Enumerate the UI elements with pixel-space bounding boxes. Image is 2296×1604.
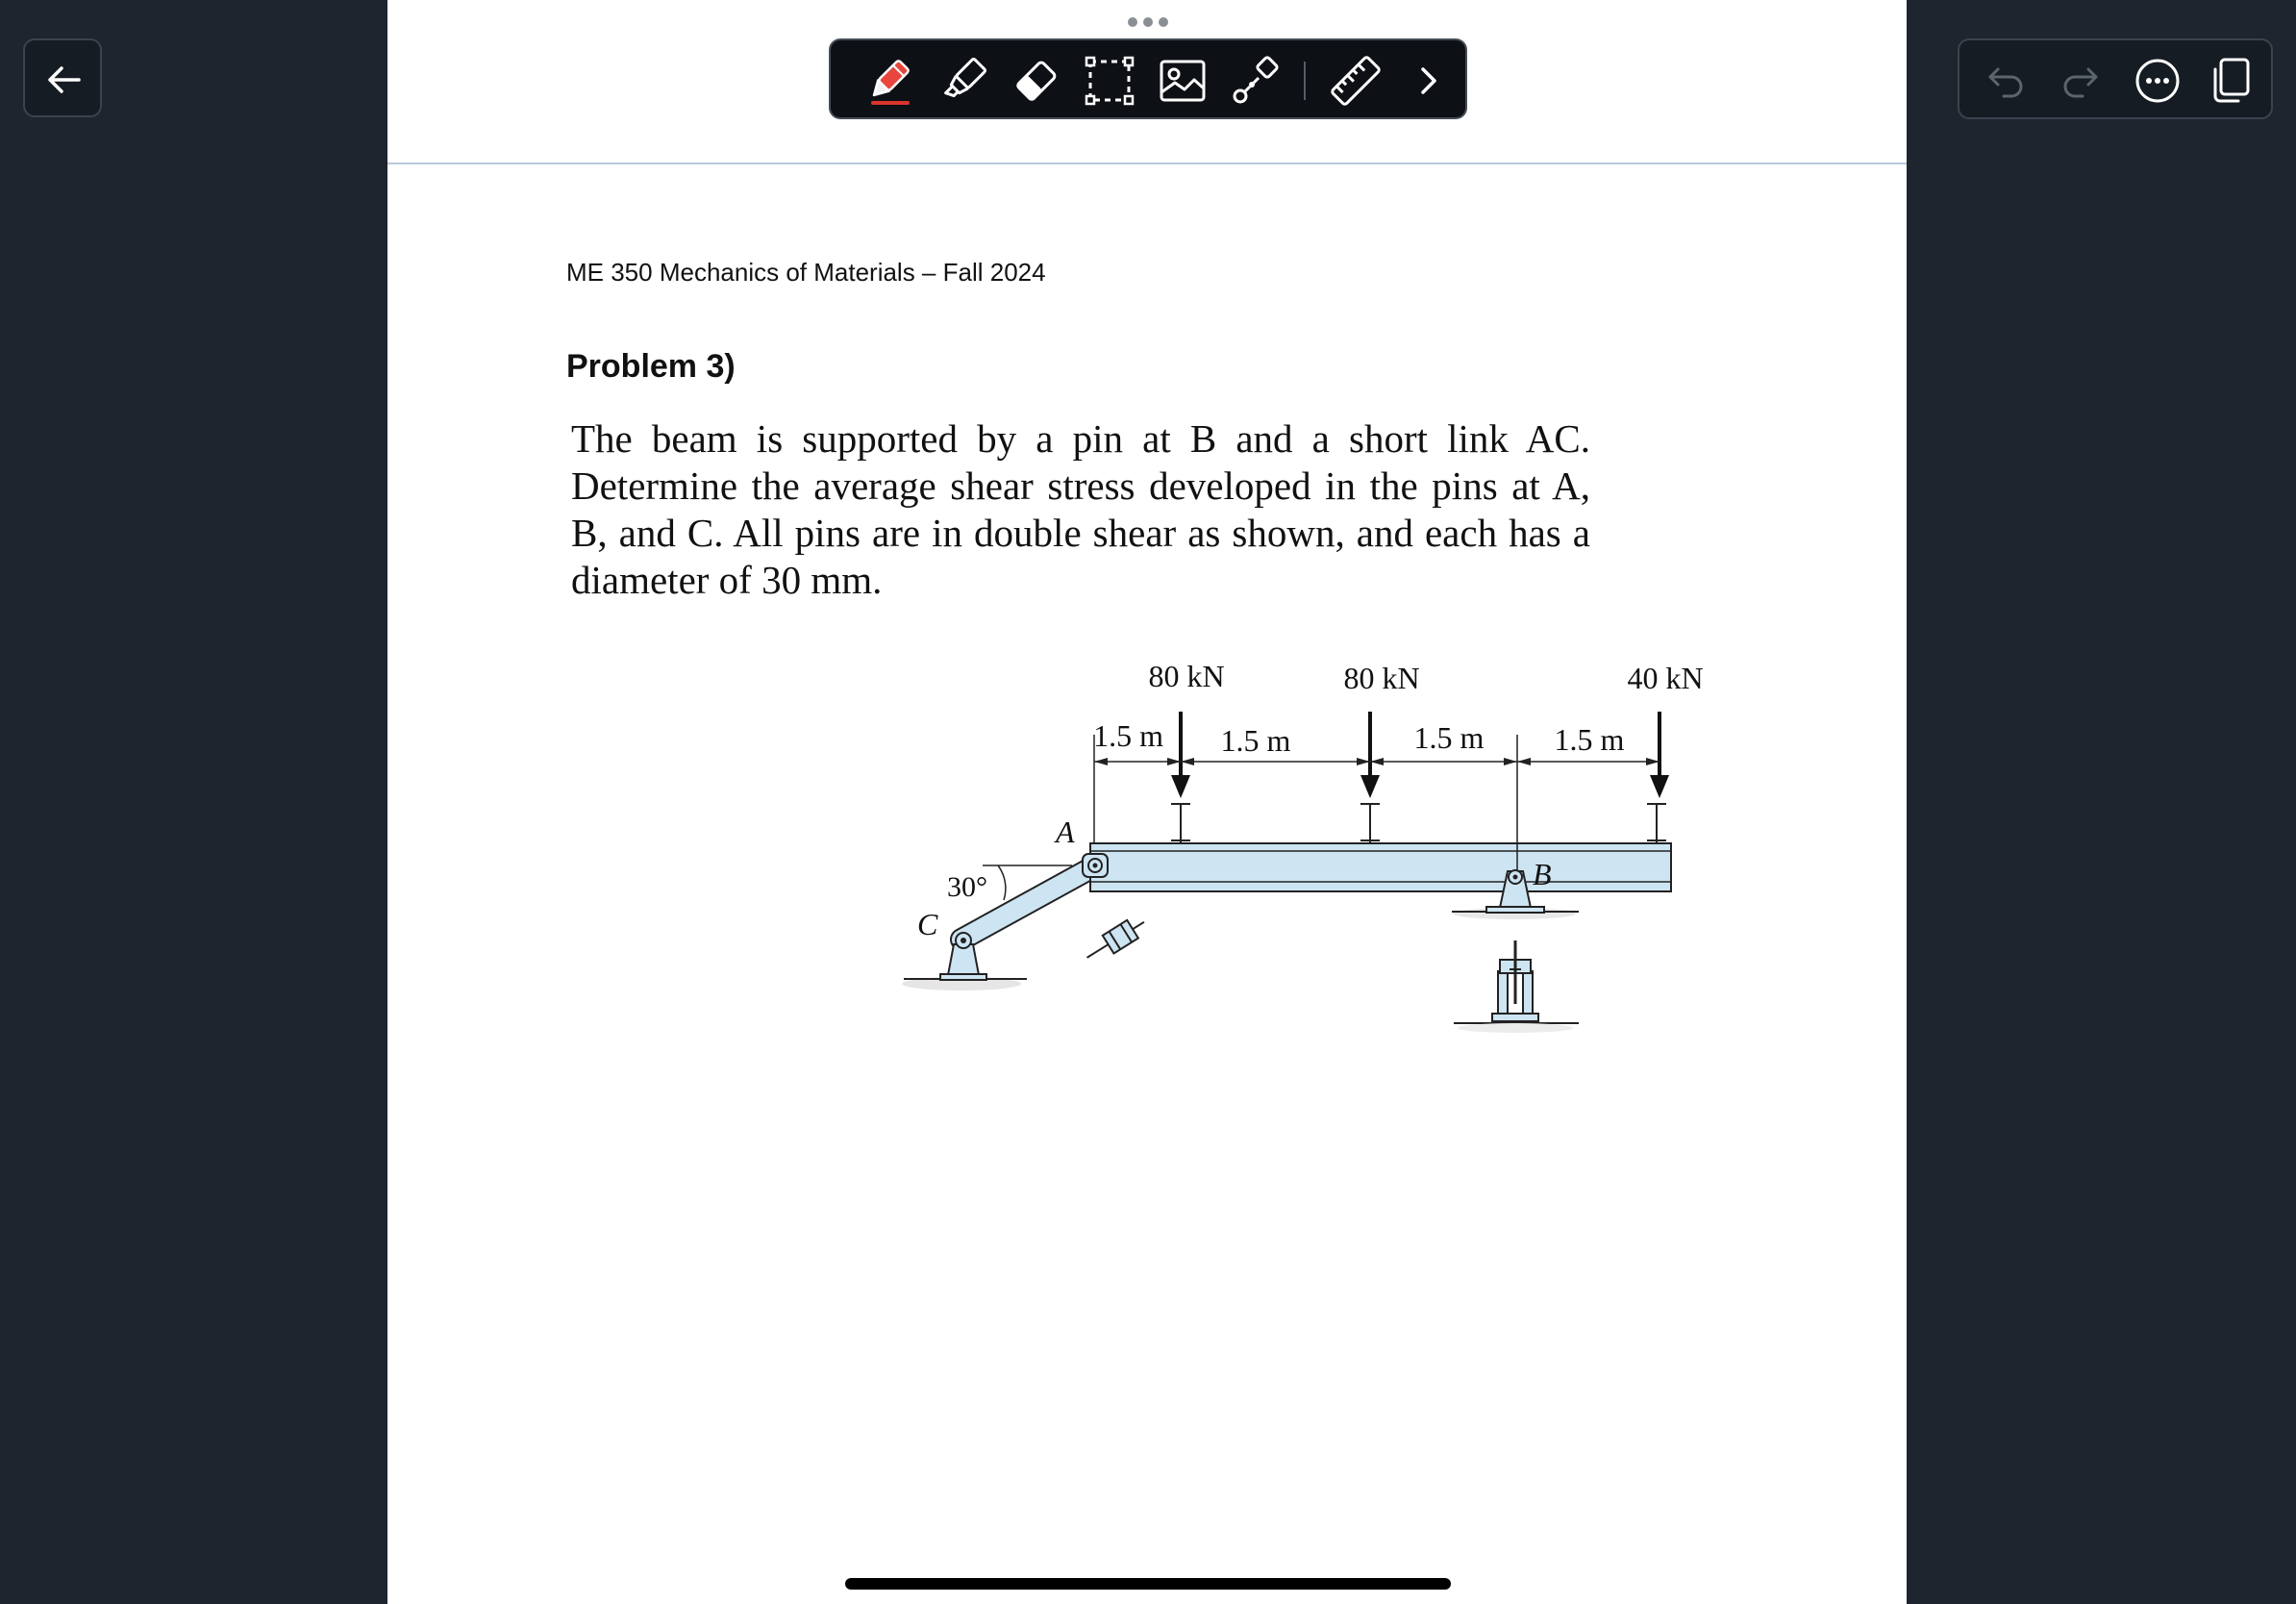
span-label-3: 1.5 m <box>1413 720 1485 755</box>
drawing-toolbar <box>829 38 1467 119</box>
eraser-tool[interactable] <box>1010 54 1063 108</box>
pen-tool[interactable] <box>863 54 917 108</box>
highlighter-icon <box>936 54 990 108</box>
more-options-button[interactable] <box>2131 54 2184 108</box>
chevron-right-icon <box>1402 54 1456 108</box>
page-divider <box>387 163 1907 164</box>
load-label-2: 80 kN <box>1343 661 1420 695</box>
point-a-label: A <box>1056 815 1075 849</box>
pin-b-detail <box>1492 940 1538 1021</box>
load-label-1: 80 kN <box>1148 659 1225 693</box>
pin-a-detail <box>1082 913 1150 966</box>
image-icon <box>1156 54 1210 108</box>
span-label-1: 1.5 m <box>1093 718 1163 753</box>
highlighter-tool[interactable] <box>936 54 990 108</box>
shapes-icon <box>1229 54 1283 108</box>
span-label-2: 1.5 m <box>1220 723 1291 758</box>
lasso-icon <box>1083 54 1136 108</box>
eraser-icon <box>1010 54 1063 108</box>
redo-icon <box>2054 54 2108 108</box>
support-c-base <box>940 974 986 980</box>
point-c-label: C <box>917 907 938 941</box>
load-arrow-1 <box>1171 712 1190 798</box>
shapes-tool[interactable] <box>1229 54 1283 108</box>
problem-title: Problem 3) <box>566 348 736 385</box>
support-b-base <box>1486 907 1544 913</box>
angle-label: 30° <box>947 871 987 903</box>
home-indicator[interactable] <box>845 1578 1451 1590</box>
hanger-3 <box>1647 804 1666 843</box>
pen-icon <box>863 54 917 108</box>
point-b-label: B <box>1533 857 1552 891</box>
problem-statement: The beam is supported by a pin at B and a short link AC. Determine the average shear stress developed in the pins at A, B, and C. All pins are in double shear as shown, and each has a diameter of 30 mm. <box>571 416 1590 602</box>
hanger-1 <box>1171 804 1190 843</box>
right-toolbar <box>1958 38 2273 119</box>
pages-icon <box>2204 54 2258 108</box>
image-tool[interactable] <box>1156 54 1210 108</box>
ruler-icon <box>1329 54 1383 108</box>
ruler-tool[interactable] <box>1329 54 1383 108</box>
undo-button[interactable] <box>1979 54 2033 108</box>
span-label-4: 1.5 m <box>1554 722 1625 757</box>
more-tools-button[interactable] <box>1402 54 1456 108</box>
lasso-tool[interactable] <box>1083 54 1136 108</box>
undo-icon <box>1979 54 2033 108</box>
hanger-2 <box>1360 804 1380 843</box>
beam-figure <box>885 654 1731 1058</box>
toolbar-separator <box>1304 62 1306 100</box>
course-header: ME 350 Mechanics of Materials – Fall 2024 <box>566 258 1046 287</box>
pages-button[interactable] <box>2204 54 2258 108</box>
load-label-3: 40 kN <box>1627 661 1704 695</box>
back-button[interactable] <box>23 38 102 117</box>
arrow-left-icon <box>44 60 85 100</box>
load-arrow-3 <box>1650 712 1669 798</box>
redo-button[interactable] <box>2054 54 2108 108</box>
toolbar-grip-handle[interactable] <box>1127 16 1169 28</box>
ellipsis-circle-icon <box>2131 54 2184 108</box>
load-arrow-2 <box>1360 712 1380 798</box>
